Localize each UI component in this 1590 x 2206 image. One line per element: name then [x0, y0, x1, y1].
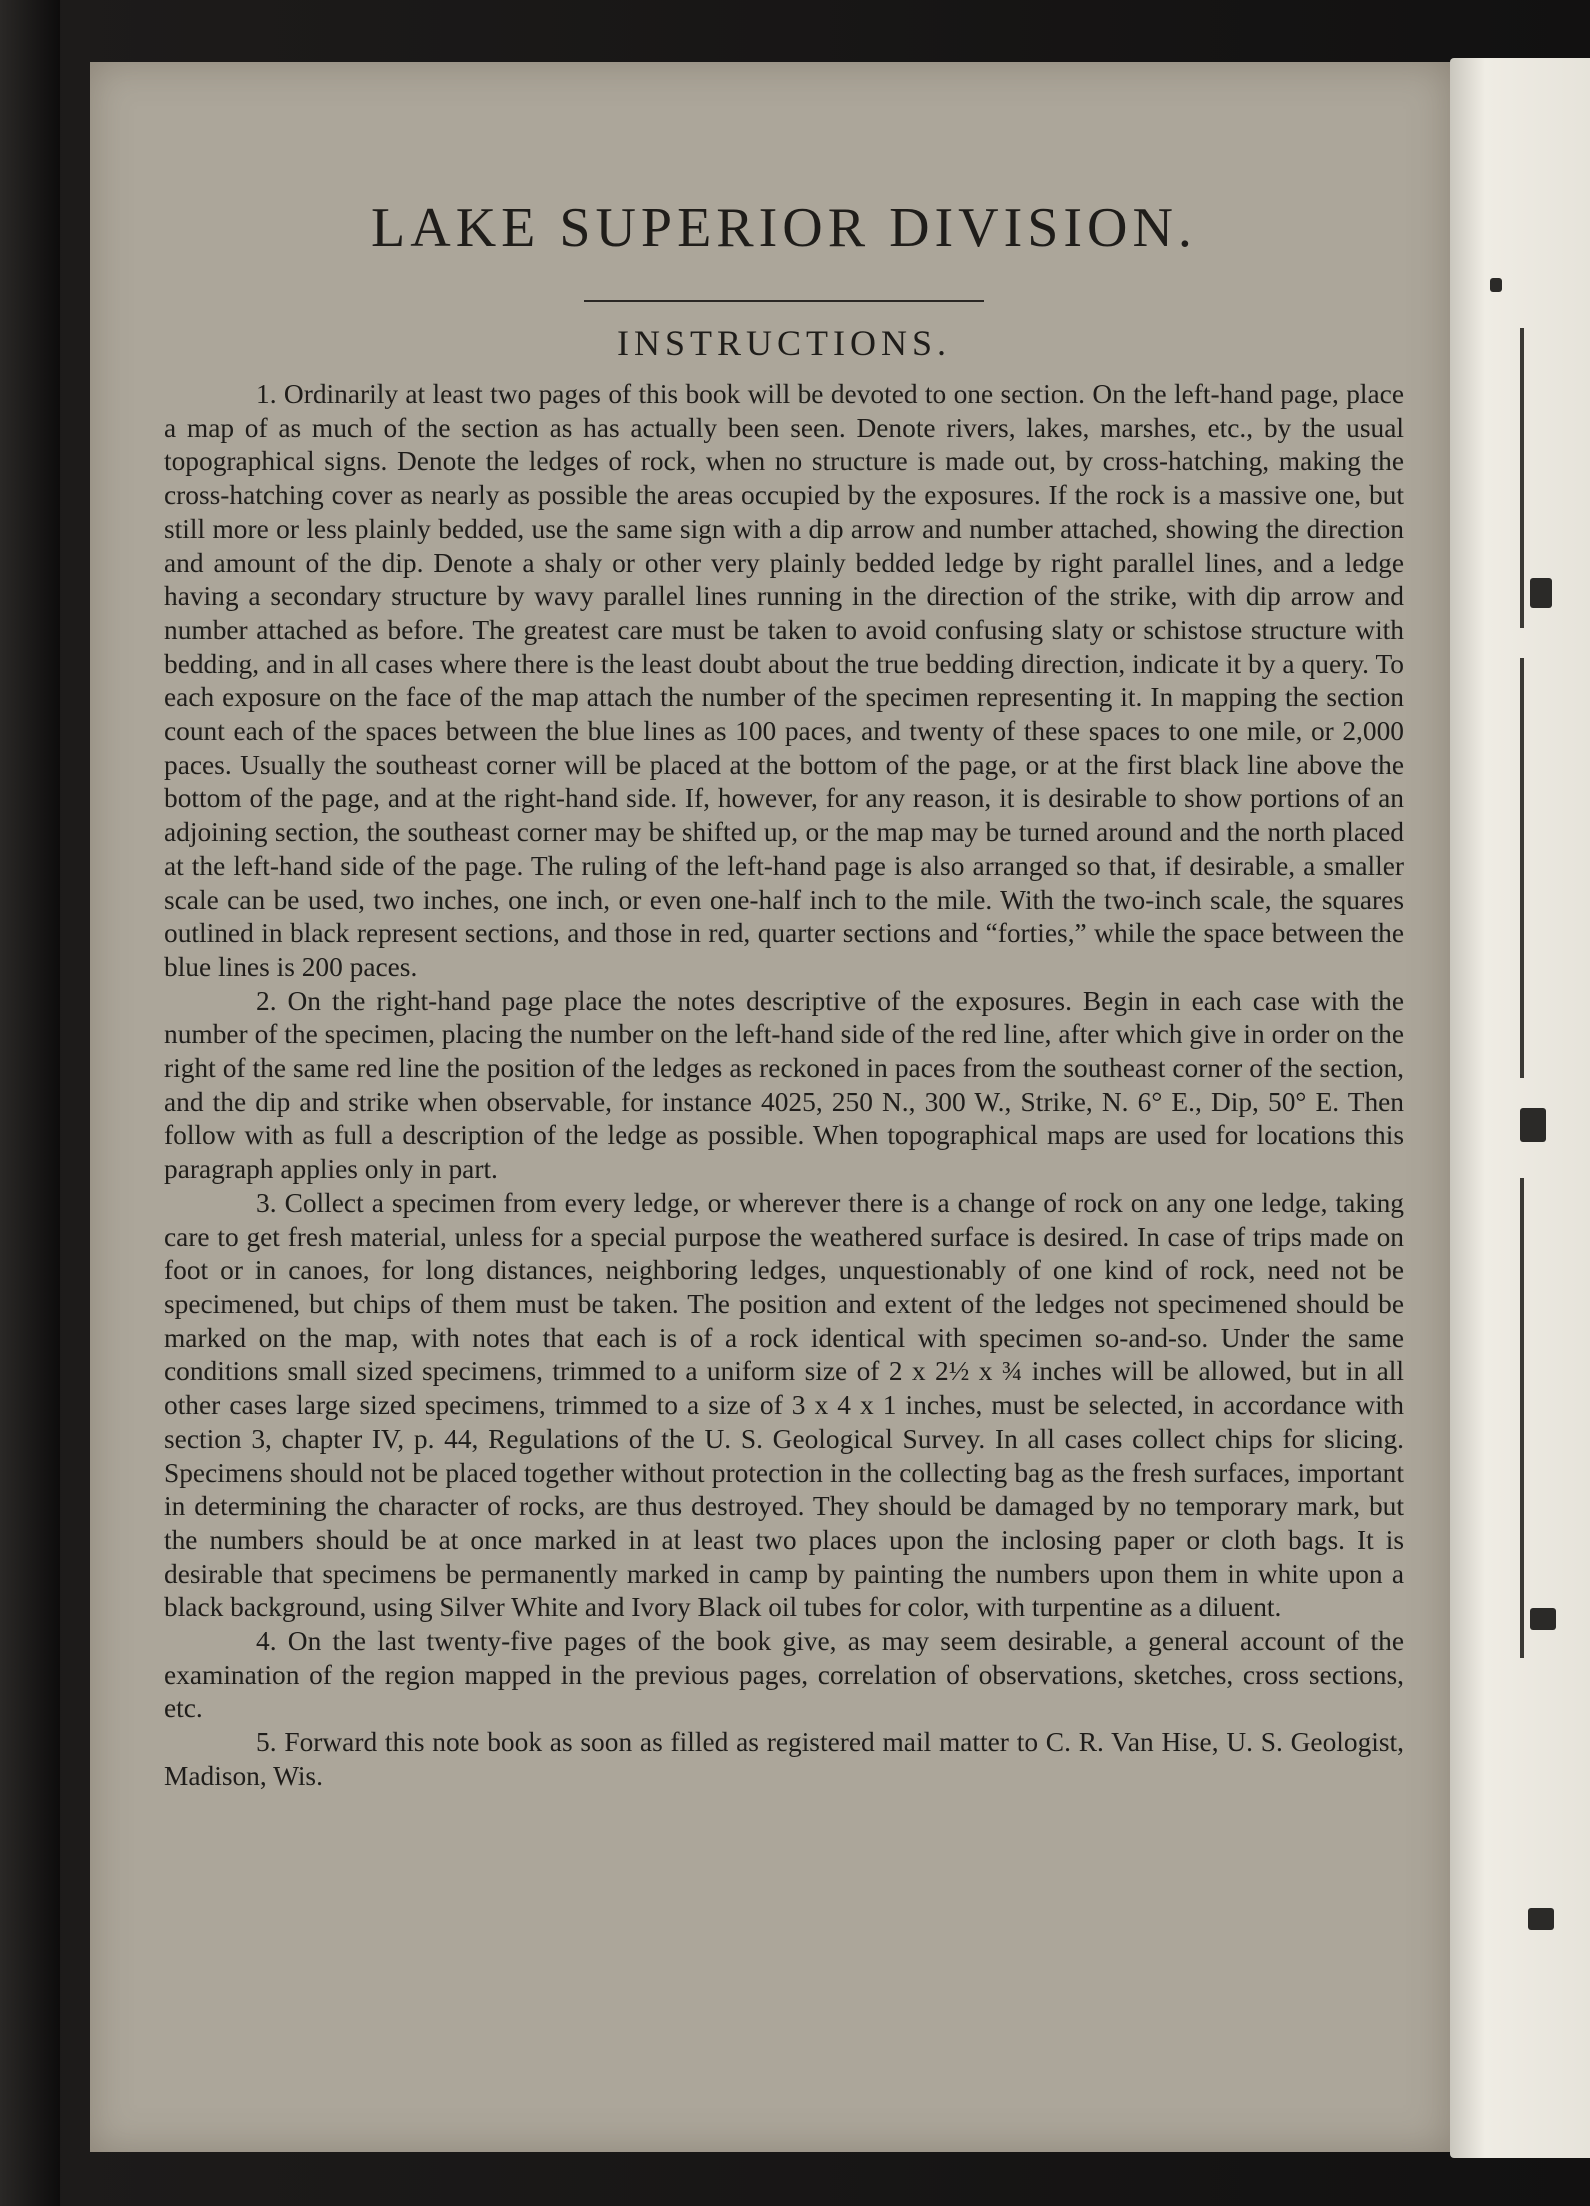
page-tab-mark: [1530, 578, 1552, 608]
instruction-paragraph-3: 3. Collect a specimen from every ledge, or wherever there is a change of rock on any one ledge, taking care to get fresh material, unless for a special purpose the weathered surface is desired. In case of trips made on foot or in canoes, for long distances, neighboring ledges, unquestionably of one kind of rock, need not be specimened, but chips of them must be taken. The position and extent of the ledges not specimened should be marked on the map, with notes that each is of a rock identical with specimen so-and-so. Under the same conditions small sized specimens, trimmed to a uniform size of 2 x 2½ x ¾ inches will be allowed, but in all other cases large sized specimens, trimmed to a size of 3 x 4 x 1 inches, must be selected, in accordance with section 3, chapter IV, p. 44, Regulations of the U. S. Geological Survey. In all cases collect chips for slicing. Specimens should not be placed together without protection in the collecting bag as the fresh surfaces, important in determining the character of rocks, are thus destroyed. They should be damaged by no temporary mark, but the numbers should be at once marked in at least two places upon the inclosing paper or cloth bags. It is desirable that specimens be permanently marked in camp by painting the numbers upon them in white upon a black background, using Silver White and Ivory Black oil tubes for color, with turpentine as a diluent.: [164, 1187, 1404, 1623]
page-edge-strip: [1520, 1178, 1524, 1658]
instruction-paragraph-4: 4. On the last twenty-five pages of the book give, as may seem desirable, a general account of the examination of the region mapped in the previous pages, correlation of observations, sketches, cross sections, etc.: [164, 1626, 1404, 1724]
instruction-sheet: [90, 62, 1450, 2152]
section-heading: INSTRUCTIONS.: [616, 323, 951, 363]
instruction-paragraph-1: 1. Ordinarily at least two pages of this book will be devoted to one section. On the left-hand page, place a map of as much of the section as has actually been seen. Denote rivers, lakes, marshes, etc., by the usual topographical signs. Denote the ledges of rock, when no structure is made out, by cross-hatching, making the cross-hatching cover as nearly as possible the areas occupied by the exposures. If the rock is a massive one, but still more or less plainly bedded, use the same sign with a dip arrow and number attached, showing the direction and amount of the dip. Denote a shaly or other very plainly bedded ledge by right parallel lines, and a ledge having a secondary structure by wavy parallel lines running in the direction of the strike, with dip arrow and number attached as before. The greatest care must be taken to avoid confusing slaty or schistose structure with bedding, and in all cases where there is the least doubt about the true bedding direction, indicate it by a query. To each exposure on the face of the map attach the number of the specimen representing it. In mapping the section count each of the spaces between the blue lines as 100 paces, and twenty of these spaces to one mile, or 2,000 paces. Usually the southeast corner will be placed at the bottom of the page, or at the first black line above the bottom of the page, and at the right-hand side. If, however, for any reason, it is desirable to show portions of an adjoining section, the southeast corner may be shifted up, or the map may be turned around and the north placed at the left-hand side of the page. The ruling of the left-hand page is also arranged so that, if desirable, a smaller scale can be used, two inches, one inch, or even one-half inch to the mile. With the two-inch scale, the squares outlined in black represent sections, and those in red, quarter sections and “forties,” while the space between the blue lines is 200 paces.: [164, 379, 1404, 982]
page-tab-mark: [1490, 278, 1502, 292]
page-tab-mark: [1530, 1608, 1556, 1630]
page-tab-mark: [1520, 1108, 1546, 1142]
facing-page-edge: [1450, 58, 1590, 2158]
instruction-paragraph-5: 5. Forward this note book as soon as filled as registered mail matter to C. R. Van Hise, U. S. Geologist, Madison, Wis.: [164, 1727, 1404, 1791]
binding-edge: [0, 0, 60, 2206]
page-title: LAKE SUPERIOR DIVISION.: [371, 197, 1197, 259]
page-edge-strip: [1520, 328, 1524, 628]
page-edge-strip: [1520, 658, 1524, 1078]
instruction-paragraph-2: 2. On the right-hand page place the notes descriptive of the exposures. Begin in each case with the number of the specimen, placing the number on the left-hand side of the red line, after which give in order on the right of the same red line the position of the ledges as reckoned in paces from the southeast corner of the section, and the dip and strike when observable, for instance 4025, 250 N., 300 W., Strike, N. 6° E., Dip, 50° E. Then follow with as full a description of the ledge as possible. When topographical maps are used for locations this paragraph applies only in part.: [164, 985, 1404, 1185]
page-tab-mark: [1528, 1908, 1554, 1930]
title-divider: [584, 300, 984, 302]
